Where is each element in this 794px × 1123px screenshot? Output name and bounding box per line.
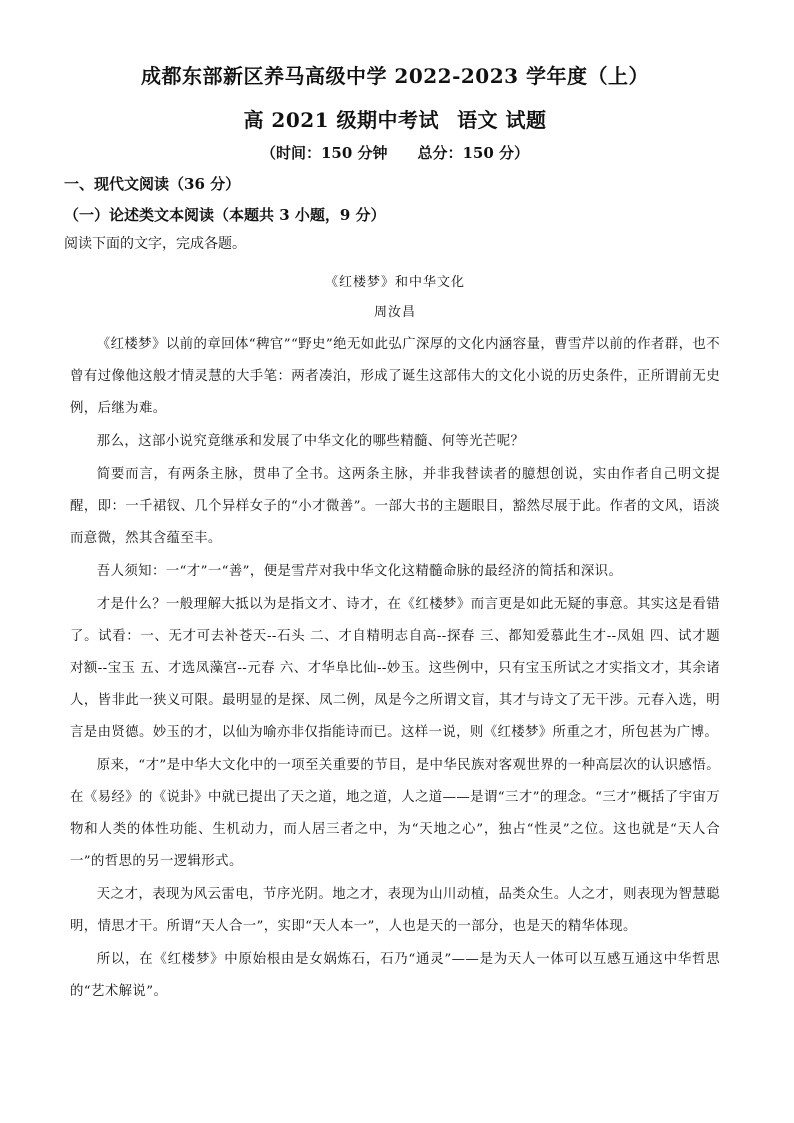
section-heading: 一、现代文阅读（36 分） [64,175,241,193]
exam-page [64,62,720,1008]
article-title: 《红楼梦》和中华文化 [324,275,465,290]
reading-instruction: 阅读下面的文字，完成各题。 [64,236,246,252]
article-paragraph: 简要而言，有两条主脉，贯串了全书。这两条主脉，并非我替读者的臆想创说，实由作者自己明文提醒，即：一千裙钗、几个异样女子的“小才微善”。一部大书的主题眼目，豁然尽展于此。作者的文风，语淡而意微，然其含蕴至丰。 [70,467,720,546]
exam-meta [70,142,720,164]
article-paragraph: 所以，在《红楼梦》中原始根由是女娲炼石，石乃“通灵”——是为天人一体可以互感互通这中华哲思的“艺术解说”。 [70,952,720,999]
exam-title-line2 [70,106,720,134]
exam-total-score: 总分：150 分） [417,144,530,162]
subsection-heading: （一）论述类文本阅读（本题共 3 小题，9 分） [64,206,386,224]
article-paragraph: 吾人须知：一“才”一“善”，便是雪芹对我中华文化这精髓命脉的最经济的简括和深识。 [96,564,623,579]
article-paragraph: 《红楼梦》以前的章回体“稗官”“野史”绝无如此弘广深厚的文化内涵容量，曹雪芹以前的作者群，也不曾有过像他这般才情灵慧的大手笔：两者凑泊，形成了诞生这部伟大的文化小说的历史条件，正所谓前无史例，后继为难。 [70,337,720,416]
article-paragraph: 天之才，表现为风云雷电，节序光阴。地之才，表现为山川动植，品类众生。人之才，则表现为智慧聪明，情思才干。所谓“天人合一”，实即“天人本一”，人也是天的一部分，也是天的精华体现。 [70,887,720,934]
article-paragraph: 才是什么？一般理解大抵以为是指文才、诗才，在《红楼梦》而言更是如此无疑的事意。其实这是看错了。试看：一、无才可去补苍天--石头 二、才自精明志自高--探春 三、都知爱慕此生才--凤姐 四、试才题对额--宝玉 五、才选凤藻宫--元春 六、才华阜比仙--妙玉。这些例中，只有宝玉所试之才实指文才，其余诸人，皆非此一狭义可限。最明显的是探、凤二例，凤是今之所谓文盲，其才与诗文了无干涉。元春入选，明言是由贤德。妙玉的才，以仙为喻亦非仅指能诗而已。这样一说，则《红楼梦》所重之才，所包甚为广博。 [70,597,720,740]
exam-grade-label: 高 2021 级期中考试 [243,108,440,132]
article-paragraph: 那么，这部小说究竟继承和发展了中华文化的哪些精髓、何等光芒呢？ [96,434,525,449]
exam-title-line1: 成都东部新区养马高级中学 2022-2023 学年度（上） [140,64,650,88]
exam-time: （时间：150 分钟 [260,144,388,162]
exam-subject-label: 语文 试题 [457,108,547,132]
article-author: 周汝昌 [373,305,416,320]
article-paragraph: 原来，“才”是中华大文化中的一项至关重要的节目，是中华民族对客观世界的一种高层次的认识感悟。在《易经》的《说卦》中就已提出了天之道，地之道，人之道——是谓“三才”的理念。“三才”概括了宇宙万物和人类的体性功能、生机动力，而人居三者之中，为“天地之心”，独占“性灵”之位。这也就是“天人合一”的哲思的另一逻辑形式。 [70,758,720,869]
